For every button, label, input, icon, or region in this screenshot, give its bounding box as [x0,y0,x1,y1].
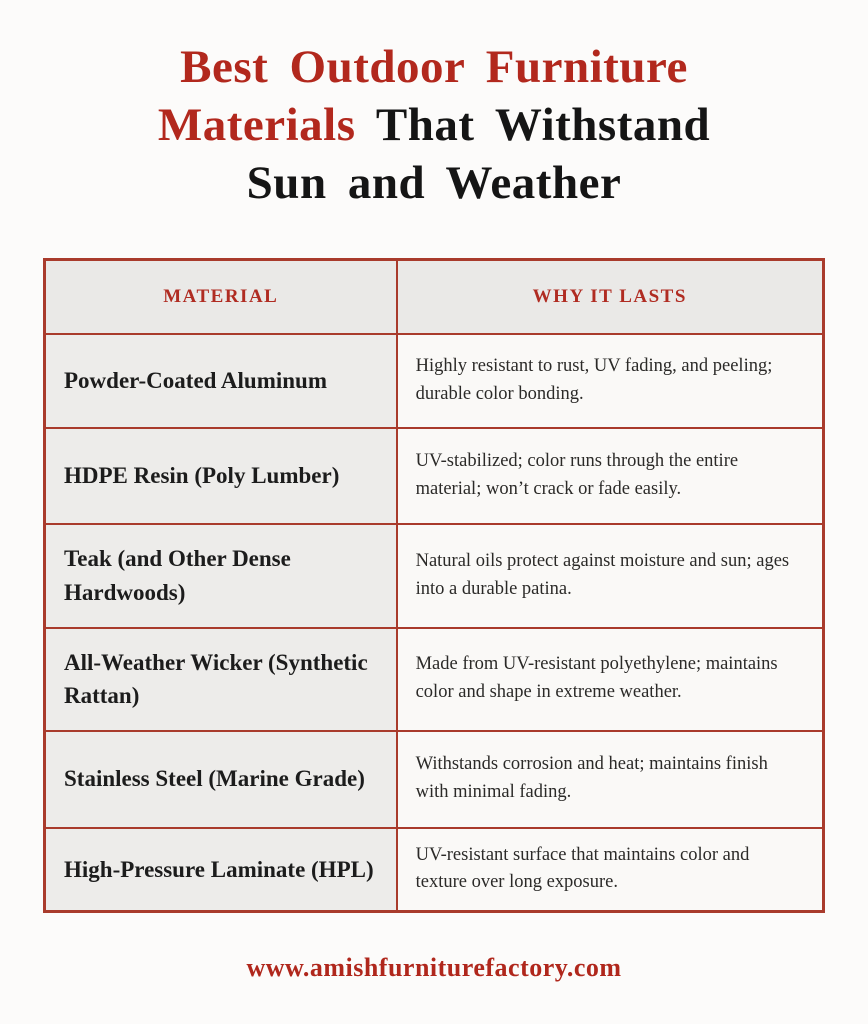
material-name: Teak (and Other Dense Hardwoods) [45,524,397,628]
materials-table [43,258,825,913]
material-description: Withstands corrosion and heat; maintains finish with minimal fading. [397,731,824,828]
material-description: Made from UV-resistant polyethylene; maintains color and shape in extreme weather. [397,628,824,731]
material-description: Highly resistant to rust, UV fading, and peeling; durable color bonding. [397,334,824,428]
material-name: HDPE Resin (Poly Lumber) [45,428,397,524]
title-line1-red: Best Outdoor Furniture [180,41,688,93]
title-line2-red: Materials [157,99,356,151]
material-name: High-Pressure Laminate (HPL) [45,828,397,912]
table-row [45,828,824,912]
title-line2-black: That Withstand [355,99,711,151]
table-row [45,334,824,428]
page-title [0,38,868,212]
title-line-2 [0,96,868,154]
table-row [45,628,824,731]
website-url: www.amishfurniturefactory.com [246,953,622,982]
title-line3-black: Sun and Weather [246,157,622,209]
material-name: Powder-Coated Aluminum [45,334,397,428]
material-description: UV-stabilized; color runs through the entire material; won’t crack or fade easily. [397,428,824,524]
title-line-1 [0,38,868,96]
material-description: UV-resistant surface that maintains color and texture over long exposure. [397,828,824,912]
column-header-why-it-lasts: WHY IT LASTS [397,260,824,334]
table-body [45,334,824,912]
material-name: Stainless Steel (Marine Grade) [45,731,397,828]
header-row [45,260,824,334]
column-header-material: MATERIAL [45,260,397,334]
table-row [45,428,824,524]
title-line-3 [0,154,868,212]
table-header [45,260,824,334]
material-name: All-Weather Wicker (Synthetic Rattan) [45,628,397,731]
table-row [45,524,824,628]
material-description: Natural oils protect against moisture and sun; ages into a durable patina. [397,524,824,628]
table-row [45,731,824,828]
